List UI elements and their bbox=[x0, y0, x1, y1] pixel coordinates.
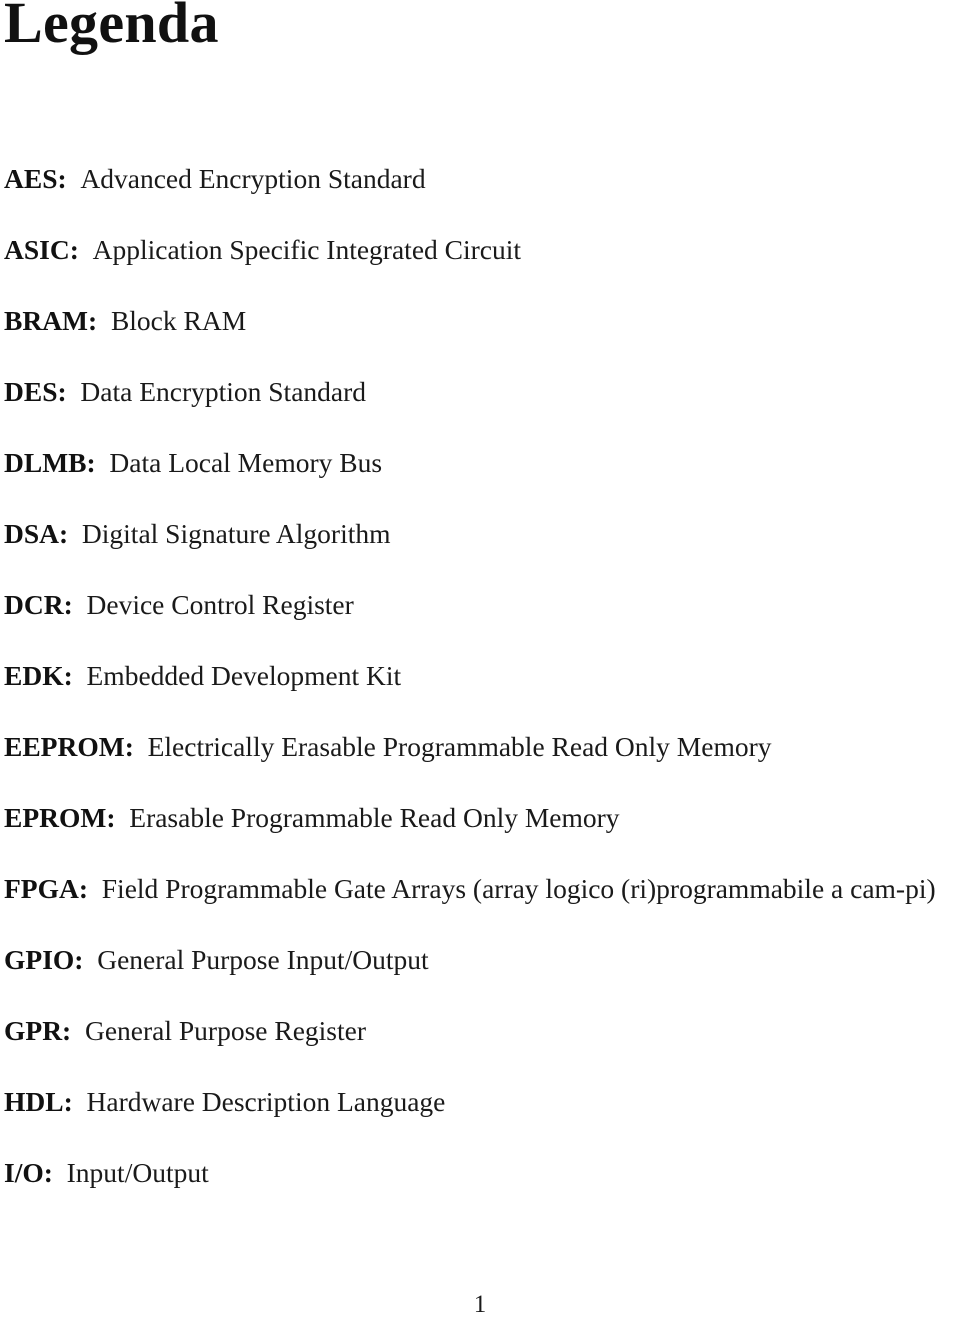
glossary-entry-gpio bbox=[4, 937, 954, 983]
glossary-entry-bram bbox=[4, 298, 954, 344]
glossary-definition: Erasable Programmable Read Only Memory bbox=[129, 802, 620, 833]
glossary-definition: Field Programmable Gate Arrays (array logico (ri)programmabile a cam-pi) bbox=[101, 873, 936, 904]
glossary-term: DSA: bbox=[4, 518, 69, 549]
page-number: 1 bbox=[473, 1291, 487, 1318]
glossary-entry-dcr bbox=[4, 582, 954, 628]
glossary-list bbox=[4, 156, 954, 1221]
glossary-term: HDL: bbox=[4, 1086, 73, 1117]
glossary-term: AES: bbox=[4, 163, 67, 194]
glossary-term: GPR: bbox=[4, 1015, 72, 1046]
glossary-entry-asic bbox=[4, 227, 954, 273]
glossary-entry-dlmb bbox=[4, 440, 954, 486]
glossary-entry-fpga bbox=[4, 866, 954, 912]
glossary-term: BRAM: bbox=[4, 305, 98, 336]
glossary-definition: Device Control Register bbox=[86, 589, 354, 620]
glossary-term: GPIO: bbox=[4, 944, 84, 975]
glossary-entry-eeprom bbox=[4, 724, 954, 770]
glossary-term: EDK: bbox=[4, 660, 73, 691]
glossary-entry-gpr bbox=[4, 1008, 954, 1054]
glossary-term: DES: bbox=[4, 376, 67, 407]
glossary-definition: Embedded Development Kit bbox=[86, 660, 402, 691]
glossary-definition: General Purpose Register bbox=[84, 1015, 366, 1046]
glossary-entry-des bbox=[4, 369, 954, 415]
glossary-definition: General Purpose Input/Output bbox=[97, 944, 429, 975]
glossary-entry-aes bbox=[4, 156, 954, 202]
glossary-definition: Application Specific Integrated Circuit bbox=[92, 234, 522, 265]
glossary-term: FPGA: bbox=[4, 873, 89, 904]
glossary-entry-eprom bbox=[4, 795, 954, 841]
glossary-term: EEPROM: bbox=[4, 731, 134, 762]
glossary-entry-edk bbox=[4, 653, 954, 699]
glossary-definition: Digital Signature Algorithm bbox=[81, 518, 391, 549]
page-title: Legenda bbox=[4, 0, 219, 55]
glossary-term: EPROM: bbox=[4, 802, 116, 833]
glossary-definition: Input/Output bbox=[66, 1157, 209, 1188]
glossary-definition: Electrically Erasable Programmable Read Only Memory bbox=[147, 731, 772, 762]
glossary-entry-hdl bbox=[4, 1079, 954, 1125]
glossary-term: I/O: bbox=[4, 1157, 53, 1188]
glossary-definition: Block RAM bbox=[110, 305, 247, 336]
glossary-entry-io bbox=[4, 1150, 954, 1196]
glossary-definition: Data Encryption Standard bbox=[80, 376, 367, 407]
glossary-definition: Hardware Description Language bbox=[86, 1086, 446, 1117]
glossary-term: DLMB: bbox=[4, 447, 96, 478]
glossary-definition: Advanced Encryption Standard bbox=[80, 163, 426, 194]
glossary-term: ASIC: bbox=[4, 234, 79, 265]
glossary-definition: Data Local Memory Bus bbox=[109, 447, 383, 478]
glossary-term: DCR: bbox=[4, 589, 73, 620]
glossary-entry-dsa bbox=[4, 511, 954, 557]
